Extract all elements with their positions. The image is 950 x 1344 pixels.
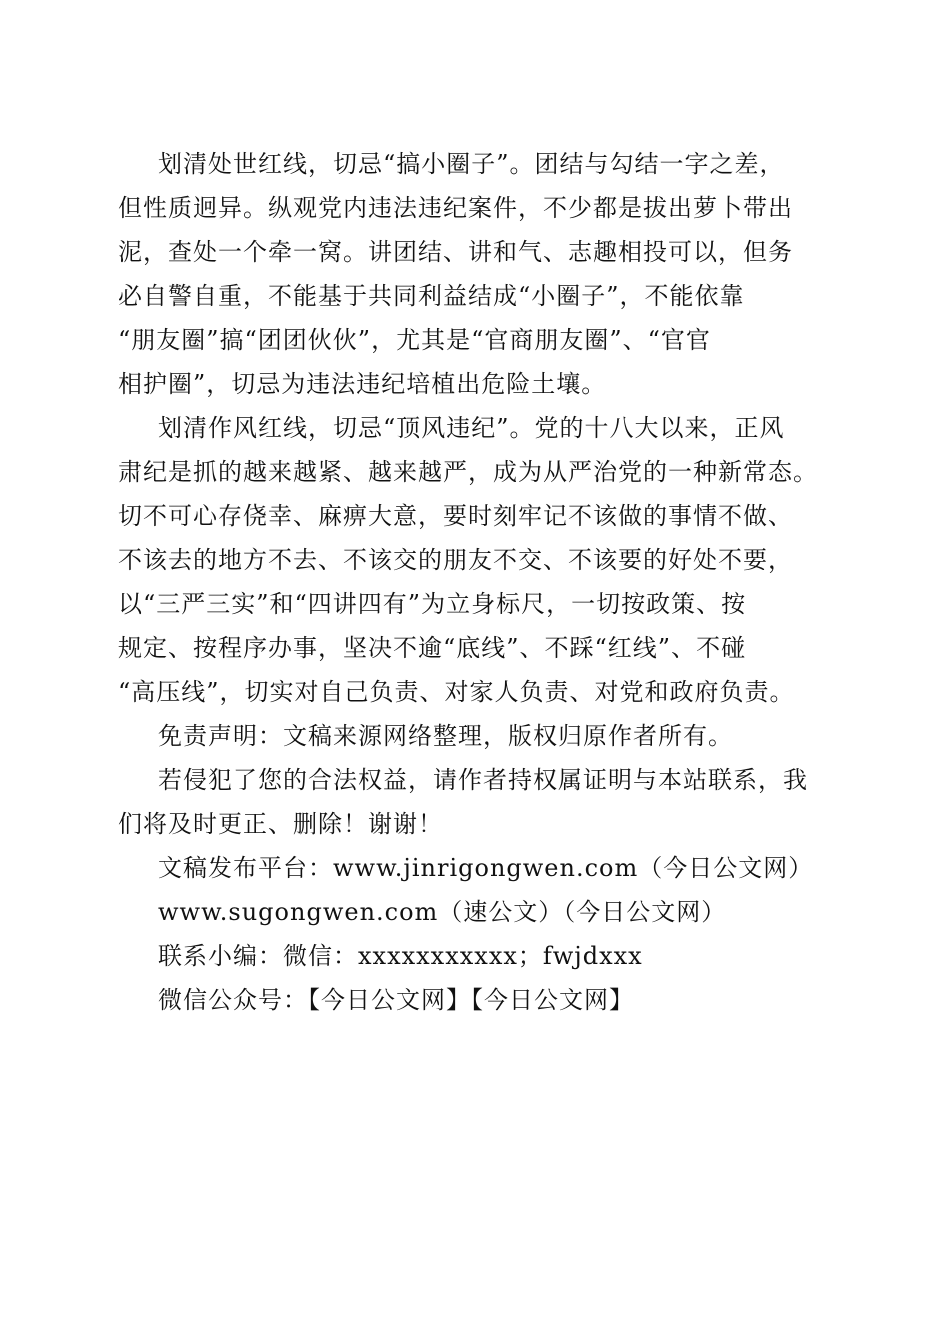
infringement-notice xyxy=(118,758,830,846)
text-line: 若侵犯了您的合法权益，请作者持权属证明与本站联系，我 xyxy=(158,766,808,794)
text-line: 肃纪是抓的越来越紧、越来越严，成为从严治党的一种新常态。 xyxy=(118,458,818,486)
text-line: 但性质迥异。纵观党内违法违纪案件，不少都是拔出萝卜带出 xyxy=(118,194,793,222)
text-line: 不该去的地方不去、不该交的朋友不交、不该要的好处不要， xyxy=(118,546,793,574)
text-line: 规定、按程序办事，坚决不逾“底线”、不踩“红线”、不碰 xyxy=(118,634,747,662)
text-line: 切不可心存侥幸、麻痹大意，要时刻牢记不该做的事情不做、 xyxy=(118,502,793,530)
text-line: 划清作风红线，切忌“顶风违纪”。党的十八大以来，正风 xyxy=(158,414,785,442)
text-line: 划清处世红线，切忌“搞小圈子”。团结与勾结一字之差， xyxy=(158,150,785,178)
wechat-line: 微信公众号：【今日公文网】【今日公文网】 xyxy=(158,986,634,1014)
paragraph-2 xyxy=(118,406,830,714)
paragraph-1 xyxy=(118,142,830,406)
text-line: 以“三严三实”和“四讲四有”为立身标尺，一切按政策、按 xyxy=(118,590,747,618)
text-line: 必自警自重，不能基于共同利益结成“小圈子”，不能依靠 xyxy=(118,282,745,310)
disclaimer-text: 免责声明：文稿来源网络整理，版权归原作者所有。 xyxy=(158,722,733,750)
document-body xyxy=(118,142,830,1022)
text-line: “朋友圈”搞“团团伙伙”，尤其是“官商朋友圈”、“官官 xyxy=(118,326,711,354)
text-line: 泥，查处一个牵一窝。讲团结、讲和气、志趣相投可以，但务 xyxy=(118,238,793,266)
site-line: www.sugongwen.com（速公文）（今日公文网） xyxy=(158,898,727,926)
platform-line: 文稿发布平台：www.jinrigongwen.com（今日公文网） xyxy=(158,854,814,882)
text-line: 们将及时更正、删除！谢谢！ xyxy=(118,810,443,838)
contact-line: 联系小编：微信：xxxxxxxxxxx；fwjdxxx xyxy=(158,942,643,970)
text-line: “高压线”，切实对自己负责、对家人负责、对党和政府负责。 xyxy=(118,678,795,706)
text-line: 相护圈”，切忌为违法违纪培植出危险土壤。 xyxy=(118,370,607,398)
